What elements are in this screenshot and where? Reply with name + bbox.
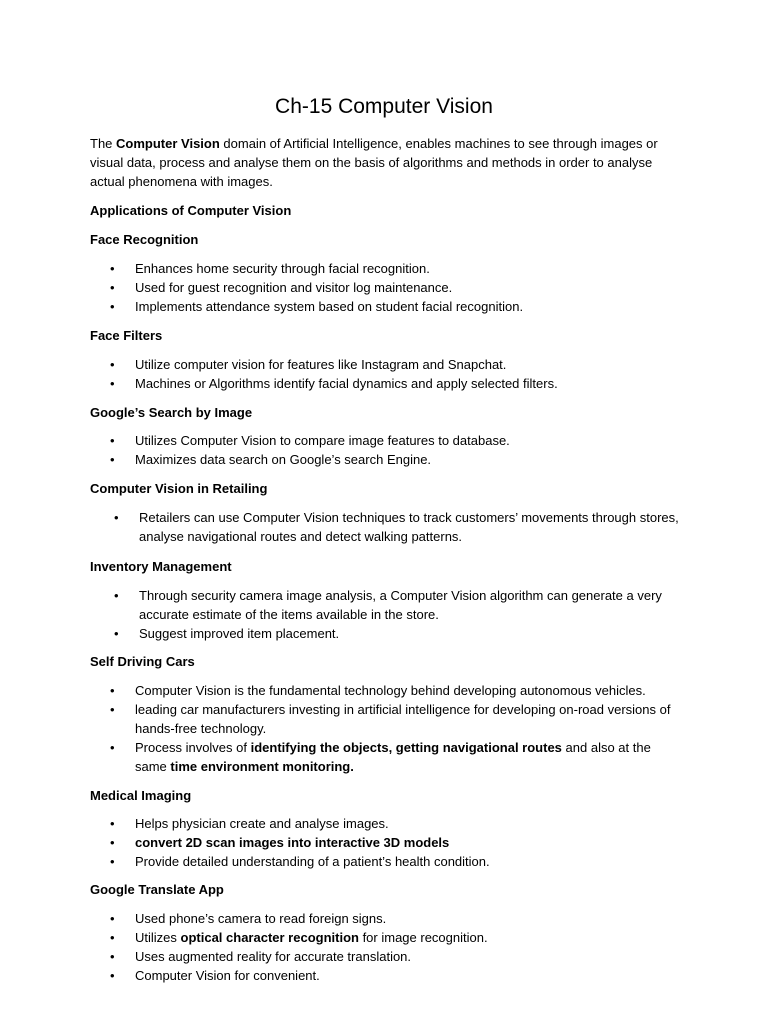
- bullet-icon: •: [110, 911, 115, 926]
- list-item-bold: optical character recognition: [180, 930, 359, 945]
- inventory-heading: Inventory Management: [90, 559, 232, 574]
- list-item: [90, 909, 690, 928]
- bullet-icon: •: [110, 299, 115, 314]
- inventory-list: [90, 586, 675, 643]
- intro-rest: domain of Artificial Intelligence, enables machines to see through images or visual data, process and analyse them on the basis of algorithms and methods in order to analyse actual phenomena with images.: [90, 136, 658, 189]
- google-search-heading: Google’s Search by Image: [90, 405, 253, 420]
- list-item: [90, 833, 690, 852]
- bullet-icon: •: [110, 433, 115, 448]
- self-driving-list: [90, 681, 680, 776]
- face-recognition-heading: Face Recognition: [90, 232, 199, 247]
- page-title: Ch-15 Computer Vision: [275, 95, 493, 118]
- face-recognition-list: [90, 259, 690, 316]
- bullet-icon: •: [110, 683, 115, 698]
- list-item-text: Computer Vision for convenient.: [135, 968, 320, 983]
- translate-heading: Google Translate App: [90, 882, 224, 897]
- intro-paragraph: [90, 134, 690, 191]
- list-item: [90, 586, 675, 624]
- list-item: [90, 297, 690, 316]
- list-item: [90, 508, 680, 546]
- list-item-text: Provide detailed understanding of a patient’s health condition.: [135, 854, 490, 869]
- list-item-text: Retailers can use Computer Vision techniques to track customers’ movements through stores, analyse navigational routes and detect walking patterns.: [139, 510, 679, 544]
- applications-heading: Applications of Computer Vision: [90, 203, 292, 218]
- list-item-text: Used for guest recognition and visitor log maintenance.: [135, 280, 453, 295]
- bullet-icon: •: [110, 280, 115, 295]
- list-item: [90, 431, 690, 450]
- bullet-icon: •: [110, 968, 115, 983]
- list-item: [90, 278, 690, 297]
- list-item-text: and also at the same: [135, 740, 651, 774]
- list-item-text: for image recognition.: [358, 930, 488, 945]
- list-item-bold: convert 2D scan images into interactive 3D models: [135, 835, 450, 850]
- bullet-icon: •: [110, 376, 115, 391]
- list-item-text: Utilize computer vision for features like Instagram and Snapchat.: [135, 357, 507, 372]
- list-item-text: Implements attendance system based on student facial recognition.: [135, 299, 524, 314]
- bullet-icon: •: [110, 357, 115, 372]
- bullet-icon: •: [114, 626, 119, 641]
- face-filters-list: [90, 355, 690, 393]
- bullet-icon: •: [110, 835, 115, 850]
- list-item-text: Through security camera image analysis, a Computer Vision algorithm can generate a very accurate estimate of the items available in the store.: [139, 588, 662, 622]
- intro-bold: Computer Vision: [116, 136, 220, 151]
- bullet-icon: •: [110, 452, 115, 467]
- list-item-text: Utilizes: [135, 930, 181, 945]
- bullet-icon: •: [110, 949, 115, 964]
- list-item: [90, 852, 690, 871]
- list-item-text: Process involves of: [135, 740, 251, 755]
- list-item-text: Uses augmented reality for accurate translation.: [135, 949, 412, 964]
- list-item: [90, 947, 690, 966]
- list-item: [90, 966, 690, 985]
- intro-lead: The: [90, 136, 117, 151]
- bullet-icon: •: [110, 702, 115, 717]
- bullet-icon: •: [110, 261, 115, 276]
- translate-list: [90, 909, 690, 985]
- google-search-list: [90, 431, 690, 469]
- list-item: [90, 355, 690, 374]
- bullet-icon: •: [110, 740, 115, 755]
- bullet-icon: •: [110, 854, 115, 869]
- bullet-icon: •: [114, 588, 119, 603]
- medical-list: [90, 814, 690, 871]
- list-item: [90, 450, 690, 469]
- list-item-text: Machines or Algorithms identify facial dynamics and apply selected filters.: [135, 376, 558, 391]
- bullet-icon: •: [110, 816, 115, 831]
- list-item: [90, 681, 680, 700]
- retailing-heading: Computer Vision in Retailing: [90, 481, 268, 496]
- list-item-text: leading car manufacturers investing in artificial intelligence for developing on-road versions of hands-free technology.: [135, 702, 671, 736]
- list-item: [90, 374, 690, 393]
- list-item: [90, 928, 690, 947]
- bullet-icon: •: [110, 930, 115, 945]
- list-item-text: Maximizes data search on Google’s search Engine.: [135, 452, 432, 467]
- self-driving-heading: Self Driving Cars: [90, 654, 195, 669]
- list-item: [90, 814, 690, 833]
- list-item: [90, 624, 675, 643]
- bullet-icon: •: [114, 510, 119, 525]
- list-item-text: Computer Vision is the fundamental technology behind developing autonomous vehicles.: [135, 683, 646, 698]
- list-item-text: Suggest improved item placement.: [139, 626, 340, 641]
- list-item-bold: time environment monitoring.: [170, 759, 354, 774]
- list-item-text: Utilizes Computer Vision to compare image features to database.: [135, 433, 510, 448]
- face-filters-heading: Face Filters: [90, 328, 163, 343]
- list-item-text: Helps physician create and analyse images.: [135, 816, 389, 831]
- list-item: [90, 700, 680, 738]
- medical-heading: Medical Imaging: [90, 788, 192, 803]
- list-item-bold: identifying the objects, getting navigational routes: [250, 740, 562, 755]
- retailing-list: [90, 508, 680, 546]
- list-item-text: Used phone’s camera to read foreign signs.: [135, 911, 387, 926]
- list-item: [90, 259, 690, 278]
- list-item-text: Enhances home security through facial recognition.: [135, 261, 430, 276]
- list-item: [90, 738, 680, 776]
